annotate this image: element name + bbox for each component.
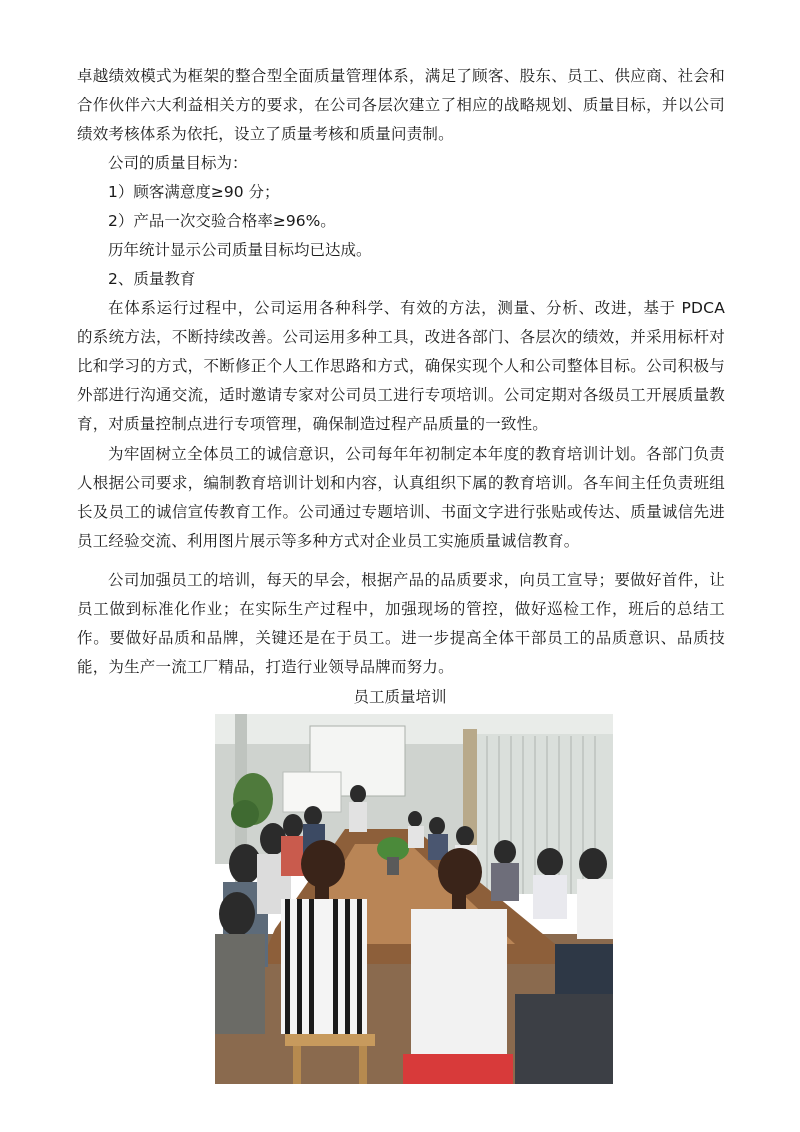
paragraph-training: 公司加强员工的培训，每天的早会，根据产品的品质要求，向员工宣导；要做好首件，让员工做到标准化作业；在实际生产过程中，加强现场的管控，做好巡检工作，班后的总结工作。要做好品质和品牌，关键还是在于员工。进一步提高全体干部员工的品质意识、品质技能，为生产一流工厂精品，打造行业领导品牌而努力。 xyxy=(77,571,725,676)
training-photo-illustration xyxy=(215,714,613,1084)
quality-goal-1: 1）顾客满意度≥90 分； xyxy=(108,183,280,201)
paragraph-integrity: 为牢固树立全体员工的诚信意识，公司每年年初制定本年度的教育培训计划。各部门负责人根据公司要求，编制教育培训计划和内容，认真组织下属的教育培训。各车间主任负责班组长及员工的诚信宣传教育工作。公司通过专题培训、书面文字进行张贴或传达、质量诚信先进员工经验交流、利用图片展示等多种方式对企业员工实施质量诚信教育。 xyxy=(77,445,725,550)
training-photo xyxy=(215,714,613,1084)
section-heading-quality-education: 2、质量教育 xyxy=(108,270,196,288)
paragraph-methods: 在体系运行过程中，公司运用各种科学、有效的方法，测量、分析、改进，基于 PDCA 的系统方法，不断持续改善。公司运用多种工具，改进各部门、各层次的绩效，并采用标杆对比和学习的方式，不断修正个人工作思路和方式，确保实现个人和公司整体目标。公司积极与外部进行沟通交流，适时邀请专家对公司员工进行专项培训。公司定期对各级员工开展质量教育，对质量控制点进行专项管理，确保制造过程产品质量的一致性。 xyxy=(77,299,725,433)
quality-goal-2: 2）产品一次交验合格率≥96%。 xyxy=(108,212,336,230)
paragraph-management-system: 卓越绩效模式为框架的整合型全面质量管理体系，满足了顾客、股东、员工、供应商、社会和合作伙伴六大利益相关方的要求，在公司各层次建立了相应的战略规划、质量目标，并以公司绩效考核体系为依托，设立了质量考核和质量问责制。 xyxy=(77,67,725,143)
quality-goal-intro: 公司的质量目标为： xyxy=(108,154,248,172)
quality-goal-result: 历年统计显示公司质量目标均已达成。 xyxy=(108,241,372,259)
figure-caption: 员工质量培训 xyxy=(353,688,447,706)
